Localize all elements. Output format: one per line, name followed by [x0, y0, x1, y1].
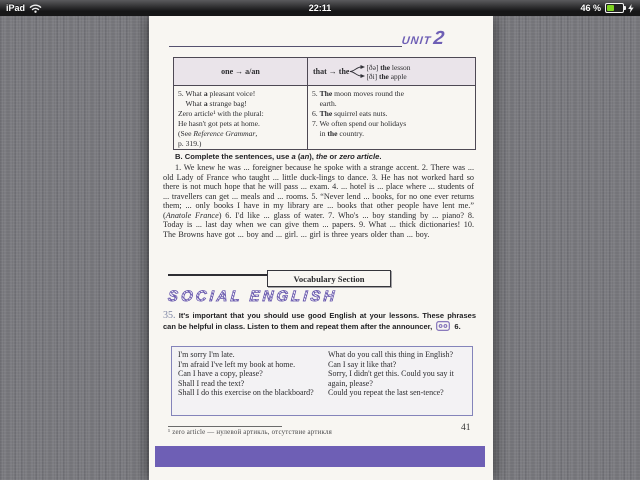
- battery-icon: [605, 3, 624, 13]
- clock: 22:11: [308, 3, 332, 13]
- table-cell-a-an: [174, 86, 308, 149]
- exercise-35-text: It's important that you should use good English at your lessons. These phrases can be helpful in class. Listen to them and repeat them after the announcer,: [163, 311, 476, 332]
- phrase-item: I'm afraid I've left my book at home.: [178, 359, 296, 369]
- status-bar: [0, 0, 640, 16]
- table-line: What a strange bag!: [178, 98, 247, 108]
- phrase-item: Can I have a copy, please?: [178, 369, 263, 378]
- table-line: 5. The moon moves round the: [312, 89, 404, 98]
- page-number: 41: [461, 423, 471, 433]
- unit-title: [401, 28, 445, 47]
- phrase-item: Shall I read the text?: [178, 378, 245, 388]
- classroom-phrases-box: [171, 346, 473, 416]
- table-line: He hasn't got pets at home.: [178, 118, 260, 128]
- footnote: ¹ zero article — нулевой артикль, отсутствие артикля: [168, 429, 333, 436]
- table-header-row: [174, 58, 475, 86]
- phrase-item: Can I say it like that?: [328, 359, 397, 369]
- exercise-paragraph: 1. We knew he was ... foreigner because he spoke with a strange accent. 2. There was ... old Lady of France who taught ... little duck-lings to dance. 3. He has not worked hard so there is not much hope that he will pass ... exam. 4. ... hotel is ... place where ... students of ... travellers can get ... meals and ... rooms. 5. “Never lend ... books, for no one ever returns them; ... only books I have in my library are ... books that other people have lent me.” (Anatole France) 6. I'd like ... glass of water. 7. Who's ... boy standing by ... piano? 8. Today is ... last day when we can give them ... papers. 9. What ... thick dictionaries! 10. The Browns have got ... boy and ... girl. ... girl is three years older than ... boy.: [163, 163, 474, 239]
- battery-percent: 46 %: [580, 3, 601, 13]
- table-line: 5. What a pleasant voice!: [178, 89, 256, 98]
- table-line: in the country.: [312, 128, 365, 138]
- article-grammar-table: [173, 57, 476, 150]
- footnote-rule: [168, 426, 282, 427]
- table-line: earth.: [312, 98, 337, 108]
- phrases-right-column: [328, 350, 466, 415]
- vocabulary-section-rule: [168, 274, 268, 276]
- table-header-right: [308, 58, 475, 85]
- exercise-35-track: 6.: [454, 322, 461, 332]
- exercise-35: [163, 311, 476, 333]
- exercise-35-number: 35.: [163, 310, 176, 321]
- table-line: 7. We often spend our holidays: [312, 118, 407, 128]
- phonetic-branches: [366, 63, 410, 81]
- branch-arrows-icon: [350, 63, 365, 80]
- phrase-item: Sorry, I didn't get this. Could you say it again, please?: [328, 369, 454, 388]
- vocabulary-section-tab: Vocabulary Section: [267, 270, 391, 287]
- table-header-right-lead: that → the: [313, 67, 350, 76]
- phonetic-line: [ðə] the lesson: [366, 62, 411, 72]
- phrases-left-column: [178, 350, 315, 415]
- phrase-item: Could you repeat the last sen-tence?: [328, 388, 444, 397]
- table-line: p. 319.): [178, 138, 202, 148]
- phrase-item: I'm sorry I'm late.: [178, 350, 235, 359]
- table-line: Zero article¹ with the plural:: [178, 108, 264, 118]
- table-body-row: [174, 86, 475, 149]
- phonetic-line: [ði] the apple: [366, 71, 407, 81]
- table-header-left: one → a/an: [174, 58, 308, 85]
- device-label: iPad: [6, 3, 26, 13]
- book-page[interactable]: [149, 16, 493, 480]
- unit-word: UNIT: [401, 35, 432, 47]
- phrase-item: Shall I do this exercise on the blackboard?: [178, 388, 314, 397]
- table-line: 6. The squirrel eats nuts.: [312, 108, 388, 118]
- phrase-item: What do you call this thing in English?: [328, 350, 454, 359]
- table-line: (See Reference Grammar,: [178, 128, 258, 138]
- cassette-icon: [436, 321, 450, 331]
- task-b-heading: B. Complete the sentences, use a (an), the or zero article.: [175, 152, 382, 161]
- footer-accent-bar: [155, 446, 485, 467]
- unit-number: 2: [432, 27, 446, 49]
- unit-header-rule: [169, 46, 402, 47]
- social-english-heading: SOCIAL ENGLISH: [167, 288, 338, 305]
- table-cell-the: [308, 86, 475, 149]
